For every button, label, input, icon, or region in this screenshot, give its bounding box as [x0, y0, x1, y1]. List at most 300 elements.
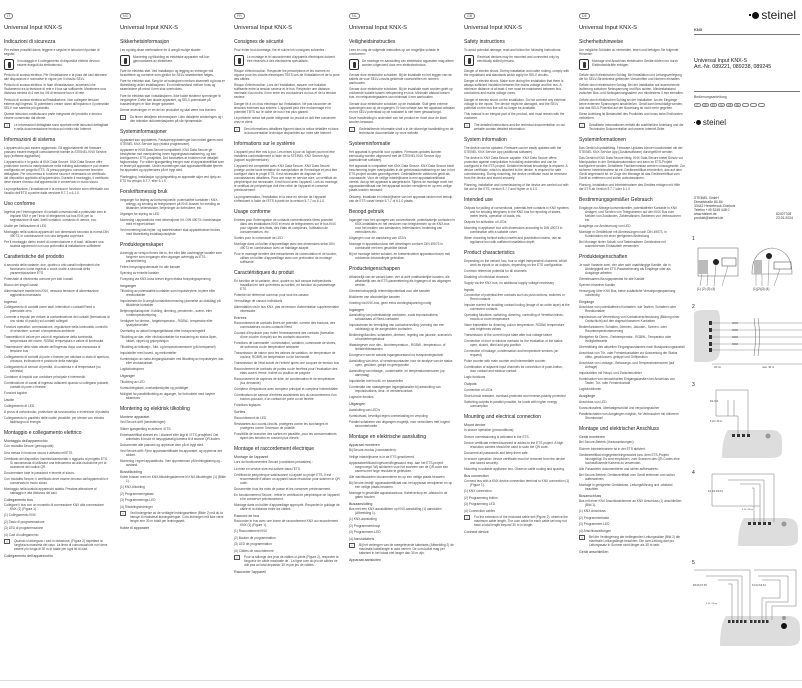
output-item: Parallel schakelen van uitgangen mogelijk, voor verbruikers met hogere stroombehoefte [349, 419, 450, 428]
cable-info-text: For the extension of the enclosed cable set (Figure 2), observe the maximum cable length. The com cable for each cable set may not have a total length beyond 30 m in length. [474, 515, 568, 527]
svg-text:K8 K6 K7 K5: K8 K6 K7 K5 [693, 584, 707, 587]
input-item: Impulsstroom ter vermijding van contactvervuiling (vorming van een oxidelaag) op de aangesloten contacten [349, 323, 445, 331]
electrician-warning-icon [4, 59, 14, 70]
system-heading: Informations sur le système [234, 140, 296, 147]
figure-3-wiring-diagram [704, 386, 784, 458]
input-item: Raccordement de contacts de portes ou de fenêtres pour l'évaluation des états ouvert, fermé, incliné ou position de poignée [234, 367, 338, 375]
input-item: Value transmitter for dimming, colour temperature, RGBW, temperature and brightness values [464, 323, 565, 331]
info-icon: i [120, 115, 126, 120]
intended-use-item: Eingänge zur Abfrage konventioneller, potentialfreier Kontakte in KNX Anlagen, und Senden von Telegrammen auf den KNX Bus zum Melden von Zuständen, Zählerständen, Bedienen von Verbrauchern etc. [579, 205, 681, 222]
characteristic-item: Alimentation via le bus KNX, pas de tension d'alimentation supplémentaire nécessaire [234, 304, 339, 313]
safety-paragraph: Pericolo di scossa elettrica. Per l'installazione e la posa dei cavi attenersi alle disposizioni e normative in vigore per il circuito SELV. [4, 72, 107, 81]
intended-use-item: Outputs for activation of LEDs [464, 219, 507, 224]
output-item: Aansluiting van LED's [349, 407, 380, 412]
manual-label: Bedienungsanleitung [694, 95, 727, 99]
figure-legend-item: (1) KNX-tilkobling [120, 485, 145, 489]
connect-device-heading: Koble til apparatet [120, 526, 149, 530]
input-item: Betjeningsfunksjoner: Kobling, dimming, persienner-, scene- eller romtemperaturstyring [120, 309, 212, 317]
input-item: Logikkfunksjoner [120, 367, 144, 371]
input-item: Combinatie van naastgelegen ingangskanalen bij aansluiting van impulsdrukkers, deur- of vensterscontact [349, 385, 441, 393]
mount-device-subheading: Mount device [464, 422, 486, 427]
system-paragraph: L'apparecchio è in grado di KNX Data Secure. KNX Data Secure offre protezione contro la manipolazione nella building automation e può essere configurato nel progetto ETS. Si presuppongono conoscenze tecniche dettagliate. Per una messa in funzione sicura è necessario un certificato del dispositivo applicato all'apparecchio. Durante il montaggio, il certificato deve essere rimosso dall'apparecchio e conservato in modo sicuro. [4, 160, 109, 184]
input-item: Verdigiver for dimme-, fargetemperatur-, RGBW-, temperatur eller lysstyrkeverdier [120, 319, 213, 327]
outputs-heading: Sorties [234, 410, 246, 414]
info-box [4, 123, 110, 131]
input-item: Connection of leakage, condensation and temperature sensors (on request) [464, 349, 559, 357]
mounting-item: Gerätezertifikat eingegeben/eingescannt bzw. dem ETS-Projekt hinzugefügt. Es wird empfohlen, zum Scannen des QR-Codes eine hochauflösende Kamera zu verwenden. [579, 452, 680, 465]
outputs-heading: Outputs [464, 382, 477, 386]
characteristic-item: Afhankelijk van de variant twee, vier of acht onafhankelijke kanalen, die afhankelijk van de ETS-parametrering als ingangen of als uitgangen werken [349, 274, 451, 287]
inputs-heading: Entrées [234, 315, 247, 320]
figure-legend-item: (2) Programmeringstast [120, 491, 154, 496]
characteristic-item: Potenziale di riferimento comune per tutti i canali [4, 276, 73, 281]
section-title: Universal Input KNX-S [4, 25, 62, 31]
mounting-item: La mise en service sûre est activée dans l'ETS. [234, 466, 301, 471]
input-item: Aansluiting van lekkage-, condensatie- en temperatuursensoren (op aanvraag) [349, 369, 445, 377]
intended-use-heading: Intended use [464, 196, 493, 203]
intended-use-item: Montage in apparatuurdoos met afmetingen conform DIN 49073 in combinatie met een geschikte deksel [349, 241, 443, 250]
figure-1-device-diagram [694, 244, 800, 292]
safety-warning-text: Montering og tilkobling av elektriske apparater må kun gjennomføres av elektrikere. [133, 54, 210, 63]
product-characteristics-heading: Caractéristiques du produit [234, 269, 294, 276]
safety-paragraph: Risque d'électrocution. Respecter les prescriptions et les normes en vigueur pour les circuits électriques TBTS lors de l'installation et de la pose des câbles. [234, 68, 340, 81]
steinel-logo-small: steinel [694, 118, 726, 127]
safety-heading: Indicazioni di sicurezza [4, 39, 56, 45]
intended-use-item: Sorties pour la commande de LED [234, 235, 283, 240]
characteristic-item: En fonction de la variante, deux, quatre ou huit canaux indépendants travaillant en tant qu'entrées ou sorties, en fonction du paramétrage ETS [234, 278, 336, 291]
safety-warning-text: Il montaggio e il collegamento di dispositivi elettrici devono essere eseguiti da elettrotecnici. [17, 58, 100, 67]
figure-legend-item: (3) LED di programmazione [4, 526, 44, 530]
output-item: Collegamento in parallelo delle uscite possibile, per utenze con elevato fabbisogno di energia [4, 415, 105, 424]
figure-legend-item: (1) KNX-aansluiting [349, 517, 377, 521]
characteristic-item: Gemeinsames Bezugspotential für alle Kanäle [579, 276, 645, 281]
bus-connection-heading: Busanschluss [579, 493, 602, 498]
input-item: Collegamento di sensori di perdita, di condensa e di temperatura (su richiesta) [4, 365, 101, 373]
cable-info-box [4, 539, 110, 551]
mounting-item: En fonctionnement Secure : retirer le certificat de périphérique de l'appareil et le conserver précieusement. [234, 492, 340, 501]
connect-device-heading: Raccorder l'appareil [234, 570, 266, 574]
intended-use-item: Montage dans un boîtier d'appareillage avec des dimensions selon DIN 49073 en combinaison avec un habillage adapté [234, 241, 335, 250]
mounting-item: Montaggio nella scatola apparecchi adatta. Prestare attenzione al cablaggio e alla distanza dei cavi. [4, 486, 97, 495]
safety-paragraph: Denne anvisningen er en del av produktet og skal være hos kunden. [120, 108, 217, 112]
article-numbers: Art.-Nr. 089221, 089238, 089245 [694, 64, 772, 70]
system-heading: Systeminformationen [579, 136, 626, 143]
connect-device-heading: Collegamento dell'apparecchio [4, 554, 54, 558]
input-item: Connection of door or window contacts for the evaluation of the status open, closed, tilted and grip position [464, 339, 563, 347]
mounting-heading: Montage en elektrische aansluiting [349, 433, 426, 440]
cable-info-box [234, 555, 340, 567]
output-item: Tilkobling av LED [120, 379, 145, 384]
system-paragraph: Het apparaat is geschikt voor updates. Firmware-updates kunnen eenvoudig worden uitgevoerd met de STEINEL KNX Service App (aanvullende software). [349, 149, 442, 162]
language-badge: NO [120, 13, 131, 19]
system-paragraph: La programmation, l'installation et la mise en service de l'appareil s'effectuent à l'aide de l'ETS à partir de la version 5.7.7 ou 6.1.0. [234, 194, 326, 203]
language-code-badge: NO [703, 104, 708, 107]
mounting-heading: Montage und elektrischer Anschluss [579, 425, 660, 432]
info-box [464, 123, 570, 131]
output-item: Switching outputs in parallel possible, for loads with higher energy consumption [464, 399, 558, 408]
system-paragraph: La progettazione, l'installazione e la messa in funzione sono effettuate con l'ausilio dell'ETS a partire dalla versione 5.7.7 o 6.1.0. [4, 186, 109, 195]
bus-connection-item: Collegare il bus con un morsetto di connessione KNX alla connessione KNX (1) (Figura 1). [4, 503, 104, 511]
input-item: Corrente a impulsi per evitare la contaminazione dei contatti (formazione di uno strato di ossido) sui contatti collegati [4, 315, 110, 323]
safety-paragraph: Pericolo di scossa elettrica sull'installazione. Non collegare tensioni esterne agli ingressi. Si potrebbero creare danni all'impianto e il potenziale SELV non sarebbe più garantito. [4, 97, 109, 110]
cable-info-box [579, 535, 685, 547]
output-item: Anschluss von LED [579, 399, 607, 404]
input-item: Waardegever voor dim-, kleurtemperatuur-, RGBW-, temperatuur- of lichtsterktewaarden [349, 343, 446, 351]
figure-2-cable-diagram [692, 310, 802, 372]
info-icon: i [579, 123, 585, 128]
mounting-item: Montage dans un boîtier d'appareillage approprié. Respecter le guidage de câble et la distance entre les câbles. [234, 502, 340, 511]
electrician-warning-icon [349, 59, 359, 70]
section-title: Universal Input KNX-S [349, 25, 407, 31]
system-paragraph: Het apparaat is compatibel met KNX Data Secure. KNX Data Secure biedt bescherming tegen manipulaties in de gebouwautomatisering en kan in het ETS-project worden geconfigureerd. Gedetailleerde vakkennis geldt als voorwaarde. Voor de veilige inbedrijfname is een apparaatcertificaat vereist, dat op het apparaat is aangebracht. Tijdens de montage moet het apparaatcertificaat van het apparaat worden verwijderd en op een veilige plaats worden bewaard. [349, 164, 455, 192]
language-badge: FR [234, 13, 245, 19]
page-bottom-divider [0, 680, 802, 681]
characteristic-item: Versorgung über KNX Bus, keine zusätzliche Versorgungsspannung notwendig [579, 288, 676, 297]
safety-warning-box [4, 59, 110, 70]
system-paragraph: The device can be updated. Firmware can be easily updated with the STEINEL KNX Service App (additional software). [464, 145, 562, 154]
mount-device-subheading: Apparaat monteren [349, 442, 380, 447]
product-title [694, 58, 771, 70]
product-characteristics-heading: Product characteristics [464, 249, 515, 256]
svg-text:(1) (2) (3) (4): (1) (2) (3) (4) [697, 287, 716, 291]
figure-legend-item: (1) Collegamento KNX [4, 513, 36, 517]
language-code-badge: DE [735, 104, 740, 107]
website-link[interactable]: www.steinel.de [694, 212, 717, 216]
manual-column-no [118, 0, 228, 688]
figure-4-number: 4 [692, 470, 695, 476]
input-item: Impulsstrom zur Vermeidung von Kontaktverschmutzung (Bildung einer Oxidschicht) auf den angeschlossenen Kontakten [579, 315, 680, 323]
connect-device-heading: Connect device [464, 530, 489, 534]
input-item: Impulszähler mit Haupt- und Zwischenzähler [579, 371, 642, 375]
empty-language-badge [750, 103, 757, 107]
manual-column-gb [462, 0, 572, 688]
info-box [349, 127, 455, 135]
system-heading: Informazioni di sistema [4, 136, 56, 143]
safety-intro: Pour éviter tout dommage, lire et suivre les consignes suivantes : [234, 48, 326, 52]
safety-paragraph: Danger of electric shock. During installation and cable routing, comply with the regulations and standards which apply for SELV circuits. [464, 68, 570, 77]
electrician-warning-icon [234, 55, 244, 66]
bus-connection-heading: Raccord de bus [234, 513, 260, 518]
safety-warning-box [464, 55, 570, 66]
info-icon: i [234, 555, 240, 560]
mounting-heading: Mounting and electrical connection [464, 413, 541, 420]
language-code-badge: IT [694, 103, 701, 107]
mount-device-subheading: Montere apparatet [120, 414, 150, 419]
input-item: Logikfunktionen [579, 387, 602, 391]
characteristic-item: Sperren einzelner Kanäle [579, 282, 615, 287]
intended-use-item: Per il montaggio dietro inserti di commutazione e di tasti, utilizzare una scatola apparecchi con una profondità di installazione sufficiente [4, 239, 104, 248]
intended-use-item: Ausgänge zur Ansteuerung von LED [579, 223, 631, 228]
intended-use-item: Ingressi per l'interrogazione di contatti convenzionali a potenziale zero in impianti KNX e per l'invio di telegrammi sul bus KNX per la segnalazione di stati, livelli contatori, comando di utenze, ecc. [4, 209, 107, 222]
output-item: Mulighet for parallellkobling av utganger, for forbrukere med høyere strømkrav [120, 391, 215, 400]
input-item: Bedieningsfuncties: schakelen, dimmen, regeling van jaloezie, scenario's of kamertemperatuur [349, 333, 452, 341]
mounting-item: Alle wachtwoorden documenteren en op een veilige plaats bewaren. [349, 474, 446, 479]
output-item: Parallelschalten von Ausgängen möglich, für Verbraucher mit höherem Strombedarf [579, 411, 679, 420]
inputs-heading: Inputs [464, 287, 474, 292]
safety-heading: Consignes de sécurité [234, 39, 284, 45]
input-item: Tilkobling av lekkasje-, fukt- og temperatursensorer (på forespørsel) [120, 345, 216, 349]
figure-legend-item: (4) Connection cables [464, 508, 496, 513]
connect-device-heading: Apparaat aansluiten [349, 558, 381, 562]
input-item: Tilkobling av potensialfrie kontakter som impulsbrytere, brytere eller reedkontakter [120, 289, 216, 297]
safety-paragraph: Fare for elektrisk støt. Sørg for at isolasjonen mellom strømnett og buss er tilstrekkelig under installasjonen. En minsteavstand mellom buss og strømledere på minst 4 mm skal overholdes. [120, 79, 225, 91]
cable-info-text: Quando si allungano i cavi in dotazione, (Figura 2) rispettare la lunghezza massima del cavo. La linea di comunicazione non deve essere più lunga di 30 m in totale per ogni kit di cavi. [14, 539, 108, 551]
electrician-warning-icon [464, 55, 474, 66]
safety-heading: Sikkerhetsinformasjon [120, 39, 170, 45]
secure-preconditions: Ved Secure-drift (forutsetninger): [120, 420, 167, 424]
mounting-item: Dokumenter alle passord og oppbevar dem på et trygt sted. [120, 442, 204, 447]
figure-legend-item: (2) Programmeerknop [349, 523, 381, 528]
safety-warning-text: Electrical devices may be mounted and connected only by electrically skilled persons. [477, 54, 560, 63]
mounting-item: Documenter tous les mots de passe et les conserver précieusement. [234, 486, 331, 491]
input-item: Combinazione di canali di ingresso adiacenti quando si collegano pulsanti, contatti di porte o finestre [4, 381, 109, 389]
mounting-item: Montage in geeigneter Gerätedose. Leitungsführung und -abstand beachten. [579, 482, 673, 491]
input-item: Kombination von benachbarten Eingangskanälen bei Anschluss von Taster, Tür- oder Fensterkontakt [579, 377, 675, 385]
characteristic-item: Potentiel de référence commun pour tous les canaux [234, 292, 309, 297]
logo-dot-icon [752, 12, 759, 19]
cable-info-text: Pour la rallonge des jeux de câbles ci-joints (Figure 2), respecter la longueur de câble maximale de . La ligne com du jeu de câbles ne doit pas au total dépasser 30 m par jeu de câbles. [244, 555, 339, 567]
figure-2-number: 2 [692, 304, 695, 310]
system-paragraph: L'appareil est compatible avec KNX Data Secure. KNX Data Secure protège contre toute tentative de manipulation de l'immotique et peut être configuré dans le projet ETS. Il est nécessaire de disposer de connaissances détaillées. Pour une mise en service sûre, un certificat de périphérique est nécessaire. Il est fourni avec l'appareil. Lors du montage, le certificat de périphérique doit être retiré de l'appareil et conservé précieusement. [234, 164, 339, 192]
info-icon: i [349, 127, 355, 132]
input-item: Fonctions logiques [234, 403, 261, 407]
info-text: Le informazioni dettagliate sono riportate nelle istruzioni dettagliate e nella documentazione tecnica sul nostro sito Internet. [14, 122, 109, 131]
cable-info-text: Bei der Verlängerung der beiliegenden Leitungssätze (Bild 2) die maximale Leitungslänge beachten. Die com-Leitung darf pro Leitungssatz in Summe nicht länger als 30 m sein. [589, 535, 681, 547]
figure-legend-item: (2) Programming button [464, 495, 498, 500]
product-characteristics-heading: Producteigenschappen [349, 265, 401, 272]
input-item: Anschluss von Leckage-, Betauungs- und Temperatursensoren (auf Anfrage) [579, 361, 675, 369]
characteristic-item: Disabling of individual channels [464, 274, 509, 279]
divider [694, 34, 800, 35]
info-text: Des informations détaillées figurent dans la notice détaillée et dans la documentation technique disponibles sur notre site Internet. [244, 126, 339, 135]
info-icon: i [234, 127, 240, 132]
figure-4-wiring-diagram [704, 472, 800, 546]
intended-use-item: Montaggio nella scatola apparecchi con dimensioni secondo la norma DIN 49073, in combinazione con una ideguata copertura [4, 229, 109, 238]
manual-column-it [2, 0, 112, 688]
characteristic-item: A seconda della variante, due, quattro o otto canali indipendenti che funzionano come ingressi o come uscite a seconda della parametrizzazione ETS [4, 262, 100, 275]
mounting-heading: Montering og elektrisk tilkobling [120, 405, 190, 412]
output-item: Connection of LEDs [464, 387, 493, 392]
mounting-item: Certificato del dispositivo inserito/scansionato o aggiunto al progetto ETS. Si raccomanda di utilizzare una telecamera ad alta risoluzione per la scansione del codice QR. [4, 456, 109, 469]
safety-warning-box [234, 55, 340, 66]
mounting-item: Con modalità Secure: il certificato deve essere rimosso dall'apparecchio e conservato in modo sicuro. [4, 476, 109, 485]
safety-intro: Um mögliche Schäden zu vermeiden, lesen und befolgen Sie folgende Hinweise: [579, 48, 679, 56]
empty-language-badge [758, 103, 765, 107]
info-icon: i [579, 535, 585, 540]
figures-panel [688, 230, 802, 688]
characteristic-item: Voeding via KNX-bus, geen extra voedingsspanning nodig [349, 300, 432, 305]
safety-paragraph: Diese Anleitung ist Bestandteil des Produktes und muss beim Endkunden verbleiben. [579, 112, 683, 120]
input-item: Impulsteller met hoofd- en tussenteller [349, 379, 404, 383]
intended-use-item: Mounting in appliance box with dimensions according to DIN 49073 in combination with a suitable cover [464, 225, 563, 234]
intended-use-item: Outputs for polling of conventional, potential-free contacts in KNX systems and for sending telegrams to the KNX bus for reporting of states, meter levels, operation of loads, etc. [464, 205, 569, 218]
language-badge: DE [579, 13, 590, 19]
figure-1-number: 1 [692, 236, 695, 242]
figure-legend-item: (4) Aansluitkabels [349, 536, 375, 541]
figure-legend-item: (4) Anschlussleitungen [579, 528, 612, 533]
input-item: Aansluiting van potentiaalvrije contacten, zoals impulsdrukkers, schakelaars of Reed-contacten [349, 313, 439, 321]
steinel-logo: steinel [749, 8, 796, 22]
info-icon: i [464, 123, 470, 128]
input-item: Trasmettitori di valore per valori di regolazione della luminosità, temperatura del colore, RGBW, temperatura o valore di luminosità [4, 335, 104, 343]
input-item: Raccordement de capteurs de fuite, de condensation et de température (sur demande) [234, 377, 335, 385]
intended-use-item: Bij de montage achter schakel- en toetsenindelen apparatuurdozen met voldoende inbouwdiepte gebruiken [349, 251, 451, 260]
mounting-item: Montage in geschikte apparatuurdoos. Kabelverloop en -afstand in de gaten houden. [349, 490, 448, 499]
intended-use-item: Utganger for styring av LED [120, 211, 160, 216]
safety-paragraph: Deze handleiding is onderdeel van het product en moet door de klant worden bewaard. [349, 116, 447, 124]
svg-text:K1 K2 K3 K4: K1 K2 K3 K4 [708, 490, 723, 493]
product-characteristics-heading: Produktegenskaper [120, 241, 164, 248]
safety-intro: Per evitare possibili danni, leggere e seguire le istruzioni riportate di seguito: [4, 48, 100, 56]
bus-connection-item: Bus mit einer KNX Anschlussklemme an KNX Anschluss (1) anschließen (Bild 1). [579, 499, 682, 507]
output-item: A prova di cortocircuito, protezione da sovraccarico e inversione di polarità [4, 409, 109, 414]
system-heading: System information [464, 136, 507, 143]
mounting-item: Document all passwords and keep them safe. [464, 450, 529, 455]
mount-device-subheading: Montage de l'appareil [234, 454, 269, 459]
bus-connection-heading: Collegamento bus [4, 497, 33, 502]
safety-paragraph: Gevaar door elektrische schokken op de installatie. Sluit geen externe spanningen aan op de ingangen. Er kan schade aan het apparaat ontstaan en het SELV-potentiaal op de buskabel is niet meer gewaarborgd. [349, 101, 455, 114]
input-item: Logische functies [349, 395, 374, 399]
figure-3-number: 3 [692, 382, 695, 388]
intended-use-item: When mounting behind switch inserts and pushbutton inserts, use an appliance box with sufficient installation depth [464, 235, 562, 244]
mount-device-subheading: Montaggio dell'apparecchio [4, 438, 48, 443]
figure-5-wiring-diagram [692, 566, 802, 646]
characteristic-item: Supply via the KNX bus, no additional supply voltage necessary [464, 280, 555, 285]
language-code-badge: FR [711, 104, 716, 107]
bus-connection-item: Raccorder le bus avec une borne de raccordement KNX au raccordement KNX (1) (Figure 1). [234, 519, 339, 527]
mounting-item: Veilige inbedrijfname is in de ETS geactiveerd. [349, 454, 415, 459]
mounting-item: In secure operation: device certificate must be removed from the device and stored securely. [464, 456, 565, 465]
safety-paragraph: La présente notice fait partie intégrante du produit et doit être conservée chez le client. [234, 116, 336, 124]
info-icon: i [4, 123, 10, 128]
intended-use-heading: Usage conforme [234, 208, 271, 215]
input-item: Raccordement de contacts libres de potentiel, comme des boutons, des commutateurs ou des contacts Reed [234, 321, 336, 329]
inputs-heading: Innganger [120, 283, 137, 288]
language-codes [694, 103, 765, 107]
bus-connection-item: Connect bus with a KNX device connection terminal to KNX connection (1) (Figure 1). [464, 479, 570, 487]
input-item: Compteur d'impulsions avec compteur principal et compteur intermédiaire [234, 387, 338, 391]
logo-dot-icon [696, 120, 701, 125]
intended-use-item: Pour le montage derrière des mécanismes de commutation et de touche, utiliser un boîtier d'appareillage avec une profondeur de montage suffisante [234, 251, 337, 264]
cable-info-box [120, 511, 226, 523]
figure-legend-item: (3) Programming LED [464, 502, 495, 506]
document-code: 82407708 23.01.2024 [776, 212, 793, 220]
input-item: Impulsteller med hoved- og mellomteller [120, 351, 177, 355]
bus-connection-item: Koble bussen med en KNX-tilkoblingsklemme til KNX-tilkoblingen (1) (Bilde 1). [120, 475, 226, 483]
cable-info-text: Bij het verlengen van de meegeleverde kabelsets (Afbeelding 2) de maximale kabellengte in acht nemen. De com-kabel mag per kabelset in het totaal niet langer dan 30 m zijn. [359, 543, 454, 555]
safety-paragraph: Fare for elektrisk støt i installasjonen. Ikke koble eksterne spenninger til inngangene. Dette kan skade apparatet, og SELV-potensialet på bussledningen er ikke lenger garantert. [120, 93, 221, 106]
safety-paragraph: Gevaar door elektrische schokken. Bij de installatie en het leggen van de kabels de voor SELV-circuits geldende voorschriften en normen aanhouden. [349, 72, 452, 85]
characteristic-item: Sperring av enkelte kanaler [120, 270, 159, 275]
figure-legend-item: (4) Câbles de raccordement [234, 548, 274, 553]
mounting-item: Certificat de périphérique saisi/scanné ou ajouté au projet ETS. Il est recommandé d'utiliser un appareil haute résolution pour scanner le QR code. [234, 472, 340, 485]
system-paragraph: The device is KNX Data Secure capable. KNX Data Secure offers protection against manipulation in building automation and can be configured in the ETS project. Detailed technical knowledge is required. A device certificate, which is attached to the device, is required for safe commissioning. During mounting, the device certificate must be removed from the device and stored securely. [464, 156, 568, 180]
figure-legend-item: (4) Cavi di collegamento [4, 532, 39, 537]
input-item: Anschluss von potentialfreien Kontakten, wie Tastern, Schaltern oder Reedkontakte [579, 305, 677, 313]
output-item: Raccordement de LED [234, 415, 267, 420]
svg-text:K1 K2 K3 K4: K1 K2 K3 K4 [752, 584, 766, 587]
input-item: Anschluss von Tür- oder Fensterkontakten zur Auswertung der Status offen, geschlossen, gekippt und Griffposition [579, 351, 678, 359]
figure-legend-item: (3) LED de programmation [234, 542, 272, 546]
mounting-item: Documentare tutte le password e tenerle al sicuro. [4, 470, 76, 475]
input-item: Courant d'impulsion pour éviter l'encrassement des contacts (formation d'une couche d'oxyde) sur les contacts raccordés [234, 331, 335, 339]
figure-legend-item: (1) KNX Anschluss [579, 509, 606, 513]
intended-use-item: Innganger for testing av konvensjonelle, potensialfrie kontakter i KNX-anlegg, og sending av telegrammer på KNX-bussen for melding av tilstander, tellerstander, betjeninger av forbrukere, etc. [120, 197, 221, 210]
input-item: Trasmissione dello stato attuale dell'ingresso dopo una mancanza di tensione bus [4, 345, 101, 353]
mount-device-subheading: Gerät montieren [579, 434, 605, 439]
figure-legend-item: (3) Programmier-LED [579, 522, 610, 526]
mounting-item: Sichere Inbetriebnahme ist in der ETS aktiviert. [579, 446, 646, 451]
language-badge: GB [464, 13, 475, 19]
connect-device-heading: Gerät anschließen [579, 550, 609, 554]
safety-paragraph: Danger lié à un choc électrique sur l'installation. Ne pas raccorder de tensions externes aux entrées. L'appareil peut être endommagé et le potentiel TBTS sur le câble de bus n'est plus garanti. [234, 101, 332, 114]
safety-heading: Veiligheidsinstructies [349, 39, 396, 45]
input-item: Funzioni operative: commutazione, regolazione della luminosità, controllo di veneziane, scenari o temperatura ambiente [4, 325, 108, 333]
info-text: Du finner detaljerte informasjoner i den detaljerte anvisningen og i den tekniske dokumentasjonen på vår hjemmeside. [130, 114, 223, 123]
intended-use-item: Bei Montage hinter Schalt- und Tasteinsätzen Gerätedose mit ausreichender Einbautiefe verwenden [579, 239, 666, 248]
input-item: Impulsstrøm for å unngå kontaktforurensning (dannelse av oksidlag) på tilkoblede kontakter [120, 299, 221, 307]
info-icon: i [4, 539, 10, 544]
input-item: Bedienfunktionen: Schalten, Dimmen, Jalousie-, Szenen- oder Raumtemperatursteuerung [579, 325, 667, 333]
svg-text:5 10 / 30 m: 5 10 / 30 m [706, 603, 717, 605]
input-item: Connection of potential-free contacts such as push-buttons, switches or Reed contacts [464, 293, 565, 301]
input-item: Pulse counter with main counter and intermediate counter [464, 359, 546, 363]
safety-paragraph: Risque d'électrocution. Lors de l'installation, assurer une isolation suffisante entre la tension secteur et le bus. Respecter une distance minimale d'au moins 4 mm entre les conducteurs du bus et de la tension secteur. [234, 83, 337, 99]
system-paragraph: Apparatet kan oppdateres. Fastvareoppdateringer kan enkelt gjøres med STEINEL KNX Service App (ekstra programvare). [120, 137, 223, 146]
mounting-item: Una messa in funzione sicura è attivata nell'ETS. [4, 450, 74, 455]
output-item: Kortsluitvast, beveiligd tegen overbelasting en verpoling [349, 413, 428, 418]
input-item: Übermittlung des aktuellen Eingangszustandes nach Busspannungsausfall [579, 345, 685, 349]
bus-connection-heading: Busaansluiting [349, 501, 373, 506]
characteristic-item: Je nach Variante zwei, vier oder acht unabhängige Kanäle, die in Abhängigkeit der ETS-Parametrierung als Eingänge oder als Ausgänge arbeiten [579, 262, 671, 275]
input-item: Funzioni logiche [4, 391, 28, 395]
info-box [234, 127, 340, 135]
characteristic-item: Blokkeren van afzonderlijke kanalen [349, 294, 401, 299]
intended-use-item: Montage in Gerätedose mit Abmessungen nach DIN 49073, in Kombination mit einer geeigneten Abdeckung [579, 229, 667, 238]
section-title: Universal Input KNX-S [464, 25, 522, 31]
characteristic-item: Forsyning via KNX-buss krever ingen ekstra forsyningsspenning [120, 276, 211, 281]
email-link[interactable]: produkt@steinel.de [694, 216, 724, 220]
inputs-heading: Ingressi [4, 299, 17, 304]
info-text: Gedetailleerde informatie vindt u in de uitvoerige handleiding en de technische documentatie op onze website. [359, 126, 454, 135]
manual-column-fr [232, 0, 342, 688]
output-item: Kurzschlussfest, überlastgeschützt und verpolungssicher [579, 405, 660, 410]
safety-warning-box [579, 59, 685, 70]
intended-use-item: Uscite per l'attivazione di LED [4, 223, 47, 228]
input-item: Wertgeber für Dimm-, Farbtemperatur-, RGBW-, Temperatur oder Helligkeitswerte [579, 335, 672, 343]
info-box [120, 115, 226, 123]
figure-legend-item: (1) KNX connection [464, 489, 492, 493]
safety-paragraph: Queste istruzioni costituiscono parte integrante del prodotto e devono essere conservate dal cliente. [4, 112, 102, 120]
safety-paragraph: Gefahr durch elektrischen Schlag. Bei Installation und Leitungsverlegung die für SELV-Stromkreise geltenden Vorschriften und Normen einhalten. [579, 72, 682, 81]
mounting-item: Ved Secure-drift: Fjern apparatsertifikatet fra apparatet, og oppbevar det sikkert. [120, 448, 222, 457]
svg-text:5 10 / 30 m: 5 10 / 30 m [710, 420, 722, 423]
figure-legend-item: (4) Tilkoblingsledninger [120, 504, 153, 509]
output-item: Short-circuit resistant, overload-protected and reverse-polarity protected [464, 393, 566, 398]
system-paragraph: L'apparecchio può essere aggiornato. Gli aggiornamenti del firmware possono essere eseguiti comodamente tramite la STEINEL KNX Service App (software aggiuntivo). [4, 145, 107, 158]
safety-paragraph: Fare for elektrisk støt. Ved installasjon og legging av ledninger må forskriftene og normene som gjelder for SELV-strømkretser følges. [120, 68, 214, 77]
input-item: Transmission de l'état actuel de l'entrée après une coupure de tension bus [234, 361, 339, 365]
safety-intro: Les og følg disse merknadene for å unngå mulige skader: [120, 48, 202, 52]
mounting-item: Enhetssertifikat skrevet inn / skannet eller lagt til i ETS-prosjektet. Det anbefales å bruke et høyoppløselig kamera til å skanne QR-koden. [120, 432, 221, 441]
mounting-item: Bei Secure-Betrieb: Gerätezertifikat vom Gerät entfernen und sicher aufbewahren. [579, 472, 675, 481]
manual-column-de [577, 0, 687, 688]
figure-legend-item: (2) Bouton de programmation [234, 535, 276, 540]
system-paragraph: L'appareil peut être mis à jour. Les mises à jour du logiciel pourront être installées confortablement à l'aide de la STEINEL KNX Service App (logiciel supplémentaire). [234, 149, 335, 162]
secure-preconditions: Con modalità Secure (presupposti): [4, 444, 55, 448]
characteristic-item: Alimentazione tramite bus KNX, nessuna tensione di alimentazione aggiuntiva necessaria [4, 288, 99, 297]
language-code-badge: NL [719, 104, 724, 107]
